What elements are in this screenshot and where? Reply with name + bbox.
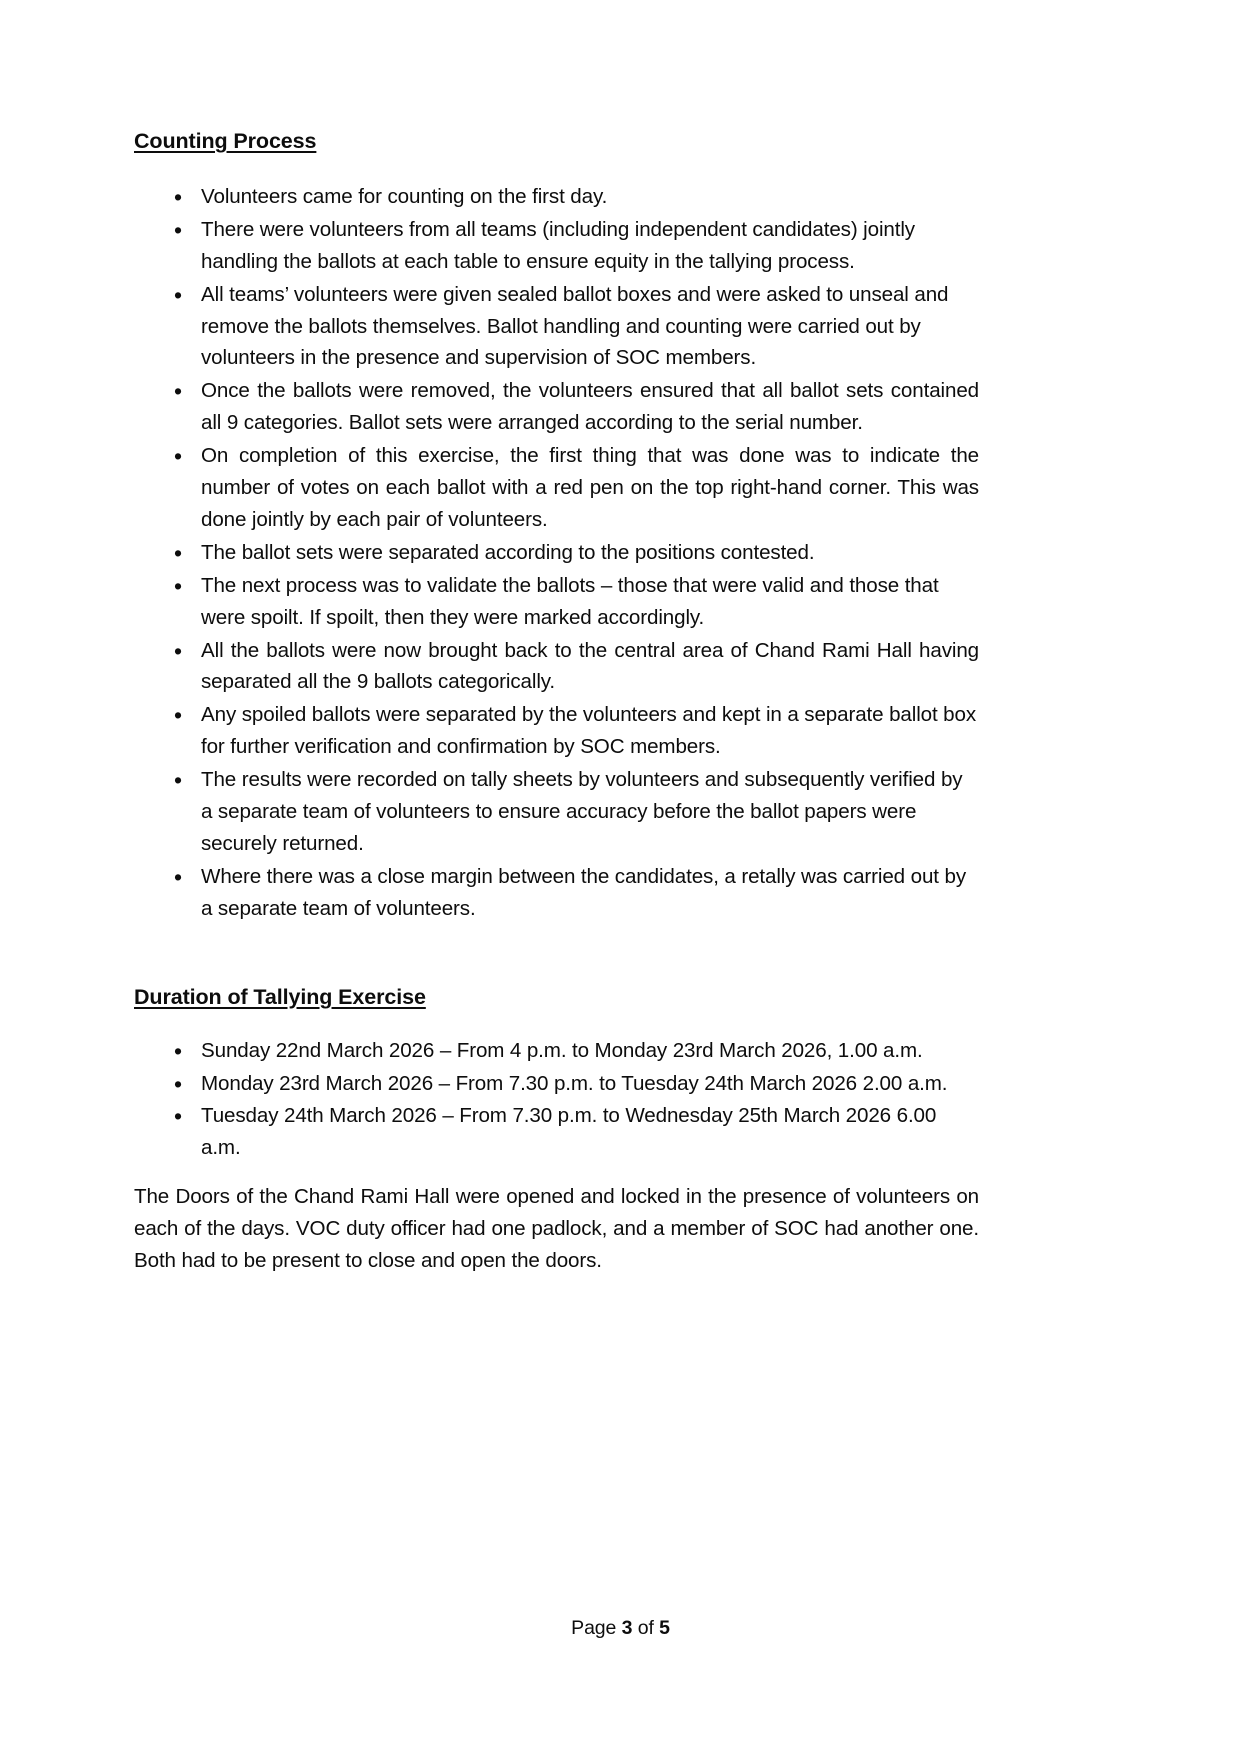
list-item: • Volunteers came for counting on the first day.: [134, 181, 979, 213]
list-item: • The ballot sets were separated according to the positions contested.: [134, 537, 979, 569]
list-item: • Any spoiled ballots were separated by the volunteers and kept in a separate ballot box for further verification and confirmation by SOC members.: [134, 699, 979, 763]
list-item: • The results were recorded on tally sheets by volunteers and subsequently verified by a separate team of volunteers to ensure accuracy before the ballot papers were securely returned.: [134, 764, 979, 860]
list-item: • On completion of this exercise, the first thing that was done was to indicate the number of votes on each ballot with a red pen on the top right-hand corner. This was done jointly by each pair of volunteers.: [134, 440, 979, 536]
footer-separator: of: [632, 1617, 660, 1639]
paragraph-spacer: [134, 1165, 979, 1181]
section-heading-duration-of-tallying-exercise: Duration of Tallying Exercise: [134, 984, 426, 1009]
page-footer: [0, 1617, 1241, 1640]
list-item: • There were volunteers from all teams (including independent candidates) jointly handling the ballots at each table to ensure equity in the tallying process.: [134, 214, 979, 278]
list-item: • The next process was to validate the ballots – those that were valid and those that were spoilt. If spoilt, then they were marked accordingly.: [134, 570, 979, 634]
section-spacer: [134, 926, 979, 984]
footer-current-page: 3: [621, 1617, 633, 1639]
closing-paragraph: The Doors of the Chand Rami Hall were opened and locked in the presence of volunteers on each of the days. VOC duty officer had one padlock, and a member of SOC had another one. Both had to be present to close and open the doors.: [134, 1185, 979, 1273]
list-item: • Once the ballots were removed, the volunteers ensured that all ballot sets contained all 9 categories. Ballot sets were arranged according to the serial number.: [134, 375, 979, 439]
list-item: • All teams’ volunteers were given sealed ballot boxes and were asked to unseal and remove the ballots themselves. Ballot handling and counting were carried out by volunteers in the presence and supervision of SOC members.: [134, 279, 979, 375]
list-item: • All the ballots were now brought back to the central area of Chand Rami Hall having separated all the 9 ballots categorically.: [134, 635, 979, 699]
counting-process-list: [134, 181, 979, 925]
list-item: • Where there was a close margin between the candidates, a retally was carried out by a separate team of volunteers.: [134, 861, 979, 925]
list-item: • Tuesday 24th March 2026 – From 7.30 p.m. to Wednesday 25th March 2026 6.00 a.m.: [134, 1100, 979, 1164]
duration-list: [134, 1035, 979, 1165]
footer-total-pages: 5: [659, 1617, 670, 1639]
list-item: • Monday 23rd March 2026 – From 7.30 p.m. to Tuesday 24th March 2026 2.00 a.m.: [134, 1068, 979, 1100]
footer-prefix: Page: [571, 1617, 622, 1639]
section-heading-counting-process: Counting Process: [134, 129, 317, 153]
page-content: [134, 128, 979, 1277]
list-item: • Sunday 22nd March 2026 – From 4 p.m. to Monday 23rd March 2026, 1.00 a.m.: [134, 1035, 979, 1067]
